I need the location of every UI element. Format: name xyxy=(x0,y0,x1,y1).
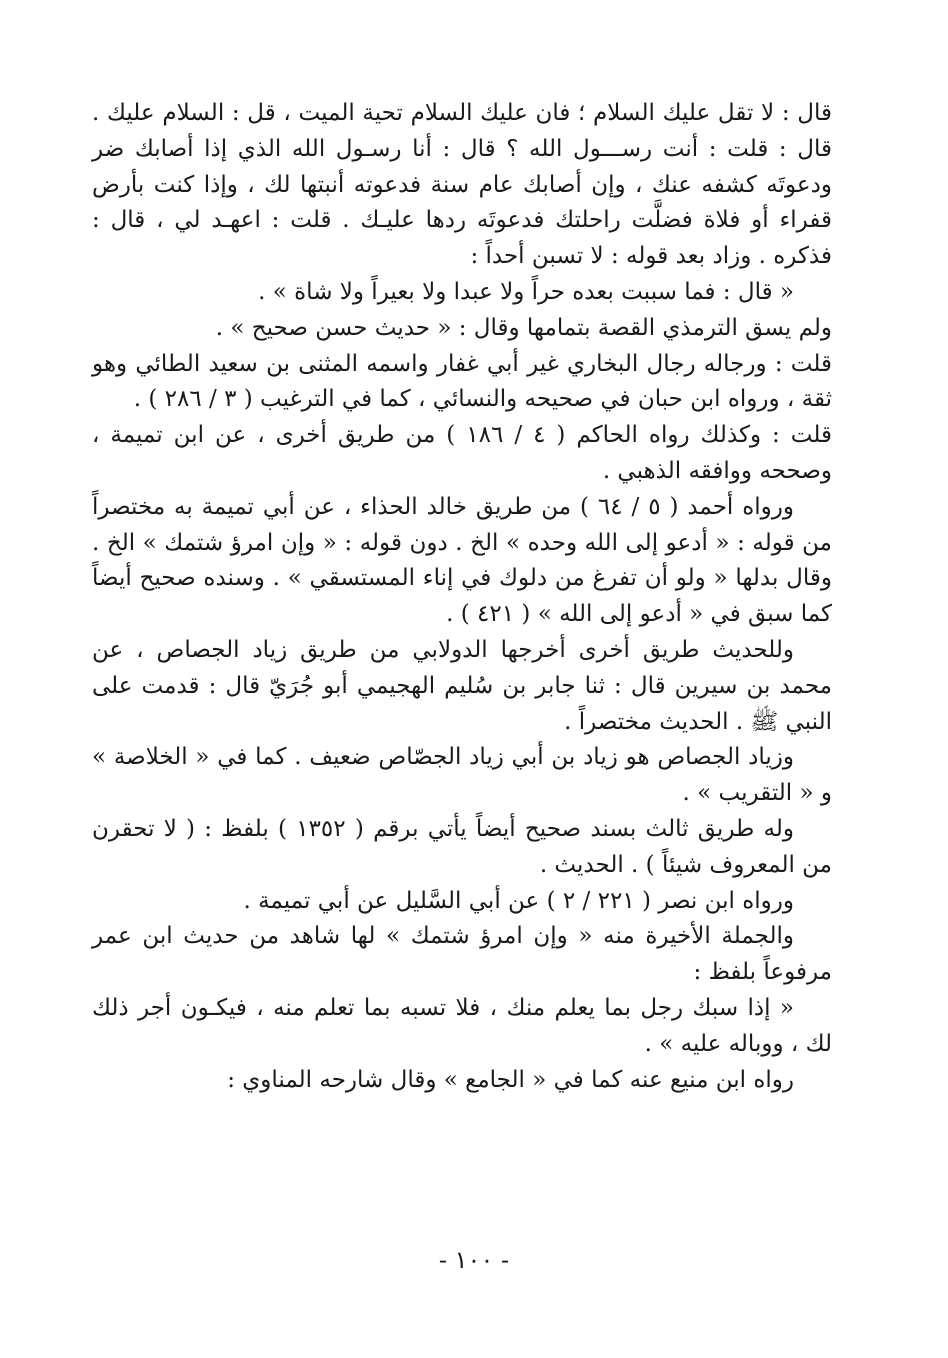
body-text xyxy=(92,96,832,1098)
paragraph-dulabi: وللحديث طريق أخرى أخرجها الدولابي من طريق زياد الجصاص ، عن محمد بن سيرين قال : ثنا جابر بن سُليم الهجيمي أبو جُرَيّ قال : قدمت على النبي ﷺ . الحديث مختصراً . xyxy=(92,636,832,735)
paragraph-tirmidhi: ولم يسق الترمذي القصة بتمامها وقال : « حديث حسن صحيح » . xyxy=(215,314,832,341)
paragraph-ibn-mani: رواه ابن منيع عنه كما في « الجامع » وقال شارحه المناوي : xyxy=(227,1066,794,1093)
paragraph-quote-not-insulting: « قال : فما سببت بعده حراً ولا عبدا ولا بعيراً ولا شاة » . xyxy=(258,278,794,305)
paragraph-last-sentence: والجملة الأخيرة منه « وإن امرؤ شتمك » لها شاهد من حديث ابن عمر مرفوعاً بلفظ : xyxy=(92,923,832,986)
paragraph-ziyad: وزياد الجصاص هو زياد بن أبي زياد الجصّاص ضعيف . كما في « الخلاصة » و « التقريب » . xyxy=(92,744,832,807)
paragraph-quote-ibn-umar: « إذا سبك رجل بما يعلم منك ، فلا تسبه بما تعلم منه ، فيكـون أجر ذلك لك ، ووباله عليه » . xyxy=(92,994,832,1057)
paragraph-ahmad: ورواه أحمد ( ٥ / ٦٤ ) من طريق خالد الحذاء ، عن أبي تميمة به مختصراً من قوله : « أدعو إلى الله وحده » الخ . دون قوله : « وإن امرؤ شتمك » الخ . وقال بدلها « ولو أن تفرغ من دلوك في إناء المستسقي » . وسنده صحيح أيضاً كما سبق في « أدعو إلى الله » ( ٤٢١ ) . xyxy=(92,493,832,628)
paragraph-ibn-nasr: ورواه ابن نصر ( ٢٢١ / ٢ ) عن أبي السَّليل عن أبي تميمة . xyxy=(243,887,794,914)
paragraph-third-route: وله طريق ثالث بسند صحيح أيضاً يأتي برقم ( ١٣٥٢ ) بلفظ : ( لا تحقرن من المعروف شيئاً ) . الحديث . xyxy=(92,815,832,878)
paragraph-hakim: قلت : وكذلك رواه الحاكم ( ٤ / ١٨٦ ) من طريق أخرى ، عن ابن تميمة ، وصححه ووافقه الذهبي . xyxy=(92,422,832,484)
page-number: - ١٠٠ - xyxy=(438,1246,510,1274)
paragraph-narrators: قلت : ورجاله رجال البخاري غير أبي غفار واسمه المثنى بن سعيد الطائي وهو ثقة ، ورواه ابن حبان في صحيحه والنسائي ، كما في الترغيب ( ٣ / ٢٨٦ ) . xyxy=(92,350,832,413)
paragraph-salam-hadith: قال : لا تقل عليك السلام ؛ فان عليك السلام تحية الميت ، قل : السلام عليك . قال : قلت : أنت رســـول الله ؟ قال : أنا رسـول الله الذي إذا أصابك ضر ودعوتَه كشفه عنك ، وإن أصابك عام سنة فدعوته أنبتها لك ، وإذا كنت بأرض قفراء أو فلاة فضلَّت راحلتك فدعوتَه ردها عليـك . قلت : اعهـد لي ، قال : فذكره . وزاد بعد قوله : لا تسبن أحداً : xyxy=(92,100,832,270)
